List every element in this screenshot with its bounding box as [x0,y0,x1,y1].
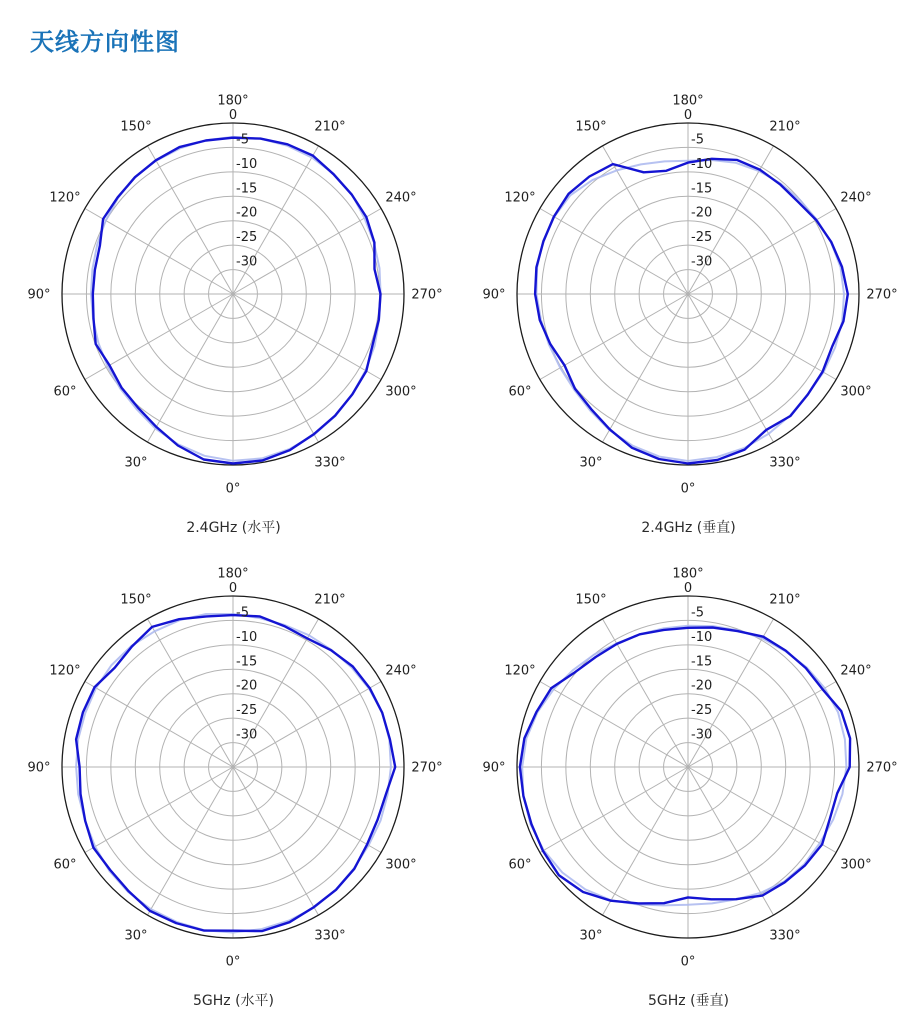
polar-spoke [688,682,836,768]
radial-tick-label: -10 [236,629,258,645]
radial-tick-label: -5 [691,605,704,621]
angle-tick-label: 300° [385,384,417,400]
angle-tick-label: 300° [385,857,417,873]
radial-tick-label: 0 [228,581,238,596]
angle-tick-label: 60° [508,384,532,400]
radial-tick-label: -15 [236,654,258,670]
angle-tick-label: 30° [124,928,148,944]
polar-spoke [540,682,688,768]
radial-tick-label: 0 [683,108,693,123]
angle-tick-label: 150° [120,119,152,135]
angle-tick-label: 30° [579,928,603,944]
angle-tick-label: 330° [769,455,801,471]
polar-spoke [603,294,689,442]
angle-tick-label: 330° [314,928,346,944]
angle-tick-label: 120° [49,663,81,679]
polar-spoke [233,767,319,915]
polar-spoke [148,294,234,442]
polar-spoke [233,294,319,442]
chart-caption-24ghz-vertical: 2.4GHz (垂直) [641,520,736,536]
polar-spoke [540,767,688,853]
polar-spoke [603,767,689,915]
angle-tick-label: 30° [579,455,603,471]
radial-tick-label: -20 [236,205,258,221]
polar-spoke [85,209,233,295]
polar-spoke [85,767,233,853]
polar-spoke [540,209,688,295]
polar-spoke [148,146,234,294]
chart-caption-24ghz-horizontal: 2.4GHz (水平) [186,520,281,536]
charts-grid [6,78,916,1010]
polar-spoke [688,767,836,853]
polar-spoke [148,767,234,915]
radial-tick-label: -30 [236,254,258,270]
polar-chart-24ghz-horizontal [6,78,461,514]
radial-tick-label: -20 [691,205,713,221]
angle-tick-label: 270° [866,287,898,303]
angle-tick-label: 330° [769,928,801,944]
angle-tick-label: 210° [314,592,346,608]
chart-cell-24ghz-horizontal [6,78,461,537]
angle-tick-label: 150° [120,592,152,608]
radial-tick-label: -15 [691,654,713,670]
polar-spoke [603,619,689,767]
angle-tick-label: 270° [866,760,898,776]
chart-cell-5ghz-vertical [461,551,916,1010]
angle-tick-label: 90° [27,287,51,303]
polar-spoke [233,294,381,380]
polar-chart-24ghz-vertical [461,78,916,514]
angle-tick-label: 180° [672,566,704,582]
angle-tick-label: 240° [840,663,872,679]
angle-tick-label: 300° [840,384,872,400]
pattern-curve [535,156,848,464]
polar-spoke [540,294,688,380]
angle-tick-label: 150° [575,119,607,135]
chart-cell-5ghz-horizontal [6,551,461,1010]
angle-tick-label: 150° [575,592,607,608]
angle-tick-label: 210° [769,119,801,135]
angle-tick-label: 60° [508,857,532,873]
angle-tick-label: 0° [225,481,241,497]
radial-tick-label: -30 [691,254,713,270]
angle-tick-label: 270° [411,287,443,303]
angle-tick-label: 180° [672,93,704,109]
polar-spoke [233,209,381,295]
radial-tick-label: -25 [236,703,258,719]
radial-tick-label: -25 [691,230,713,246]
angle-tick-label: 30° [124,455,148,471]
angle-tick-label: 120° [49,190,81,206]
polar-spoke [148,619,234,767]
angle-tick-label: 120° [504,663,536,679]
radial-tick-label: -15 [236,181,258,197]
chart-caption-5ghz-horizontal: 5GHz (水平) [192,993,274,1009]
angle-tick-label: 60° [53,857,77,873]
angle-tick-label: 90° [27,760,51,776]
radial-tick-label: -30 [691,727,713,743]
chart-caption-5ghz-vertical: 5GHz (垂直) [647,993,729,1009]
angle-tick-label: 120° [504,190,536,206]
angle-tick-label: 270° [411,760,443,776]
angle-tick-label: 330° [314,455,346,471]
radial-tick-label: -5 [236,605,249,621]
radial-tick-label: -20 [691,678,713,694]
radial-tick-label: -10 [236,156,258,172]
polar-spoke [688,209,836,295]
angle-tick-label: 180° [217,566,249,582]
angle-tick-label: 210° [314,119,346,135]
radial-tick-label: -30 [236,727,258,743]
angle-tick-label: 90° [482,287,506,303]
radial-tick-label: -20 [236,678,258,694]
radial-tick-label: 0 [228,108,238,123]
radial-tick-label: -5 [236,132,249,148]
angle-tick-label: 210° [769,592,801,608]
page-title: 天线方向性图 [30,29,180,56]
polar-spoke [233,767,381,853]
polar-spoke [233,682,381,768]
radial-tick-label: -15 [691,181,713,197]
chart-cell-24ghz-vertical [461,78,916,537]
angle-tick-label: 0° [680,954,696,970]
radial-tick-label: -10 [691,156,713,172]
radial-tick-label: -5 [691,132,704,148]
angle-tick-label: 90° [482,760,506,776]
angle-tick-label: 180° [217,93,249,109]
angle-tick-label: 240° [385,663,417,679]
angle-tick-label: 0° [680,481,696,497]
polar-chart-5ghz-vertical [461,551,916,987]
polar-spoke [688,294,774,442]
angle-tick-label: 60° [53,384,77,400]
angle-tick-label: 0° [225,954,241,970]
angle-tick-label: 300° [840,857,872,873]
radial-tick-label: -25 [236,230,258,246]
radial-tick-label: -25 [691,703,713,719]
angle-tick-label: 240° [385,190,417,206]
polar-spoke [85,682,233,768]
angle-tick-label: 240° [840,190,872,206]
polar-spoke [688,294,836,380]
radial-tick-label: 0 [683,581,693,596]
polar-chart-5ghz-horizontal [6,551,461,987]
radial-tick-label: -10 [691,629,713,645]
